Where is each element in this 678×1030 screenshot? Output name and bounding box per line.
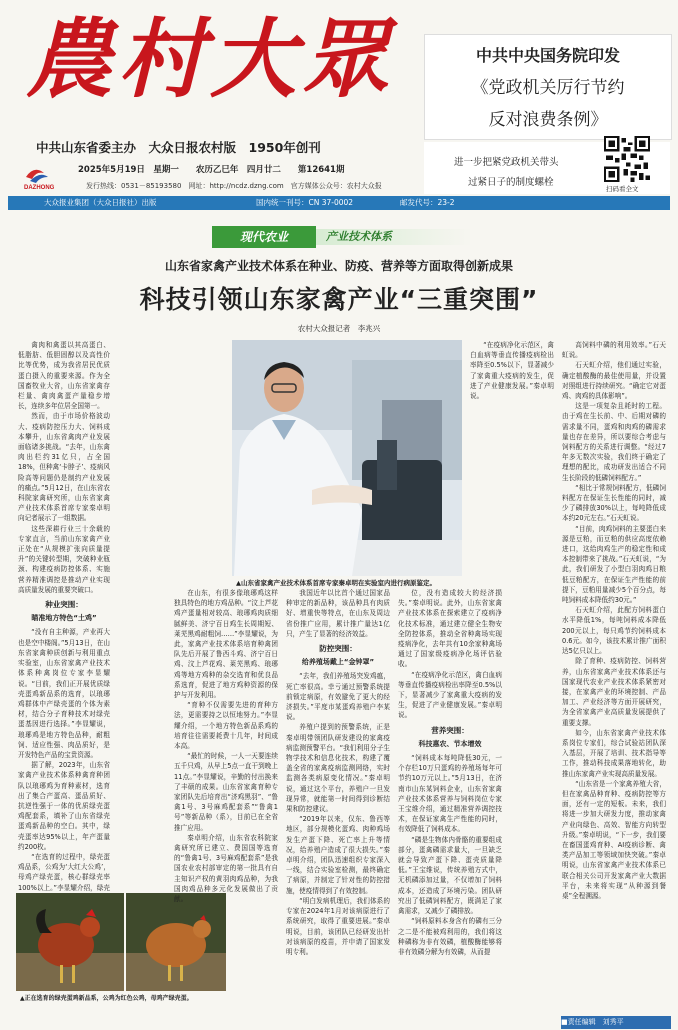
- paragraph: 秦卓明介绍，山东省农科院家禽研究所已建立、费国国等选育的“鲁禽1号、3号麻鸡配套系”是我国农业农村部审定的第一批具有自主知识产权的黄羽肉鸡品种，为我国肉鸡品种多元化发展做出了贡献。: [174, 833, 278, 904]
- paragraph: “明白发病机理后，我们体系的专家在2024年1月对该病原进行了系统研究，取得了重要进展。”秦卓明说，目前，该团队已经研发出针对该病原的疫苗，并申请了国家发明专利。: [286, 896, 390, 956]
- article-column-4: [398, 588, 502, 1012]
- top-story-box[interactable]: [424, 34, 672, 140]
- section-subheading-prevention: 给养殖场戴上“金钟罩”: [301, 658, 375, 667]
- publisher-bar: [8, 196, 670, 210]
- article-column-3: [286, 588, 390, 988]
- paragraph: 位，没有造成较大的经济损失。”秦卓明说。此外，山东省家禽产业技术体系在探索建立了疫病净化技术标准，通过建立健全生物安全防控体系，推动全省种禽场实现疫病净化，去年共有10余家种禽场通过了国家级疫病净化场评估验收。: [398, 589, 502, 669]
- paragraph: “饲料成本每吨降低30元，一个存栏10万只蛋鸡的养殖场每年可节约10万元以上。”5月13日，在济南市山东某饲料企业，山东省家禽产业技术体系营养与饲料岗位专家王宝维介绍，通过精准营养调控技术，在保证家禽生产性能的同时，有效降低了饲料成本。: [398, 754, 502, 834]
- section-subheading-seed: 瞄准地方特色“土鸡”: [31, 614, 97, 623]
- paragraph: 养殖户提到的预警系统，正是秦卓明带领团队研发建设的家禽疫病监测预警平台。“我们利用分子生物学技术和信息化技术，构建了覆盖全省的家禽疫病监测网络，实时监测各类病原变化情况。”秦卓明说，通过这个平台，养殖户一旦发现异常，就能第一时间得到诊断结果和防控建议。: [286, 723, 390, 814]
- sponsor-line: 中共山东省委主办 大众日报农村版 1950年创刊: [36, 140, 321, 155]
- paragraph: “在选育的过程中，绿壳蛋鸡品系，公鸡为‘大红大公鸡’，母鸡产绿壳蛋，核心群绿壳率100%以上。”李显耀介绍，绿壳: [18, 852, 110, 892]
- dazhong-logo: [20, 163, 76, 191]
- article-column-2: [174, 588, 278, 988]
- article-byline: 农村大众报记者 李兆兴: [297, 324, 381, 333]
- article-column-4-top: [470, 340, 554, 576]
- article-column-1: [18, 340, 110, 892]
- paragraph: “去年，我们养殖场突发鸡瘟，死亡率很高。幸亏通过预警系统提前锁定病原，有效避免了更大的经济损失。”平度市某蛋鸡养殖户李某说。: [286, 672, 390, 722]
- cn-number: 国内统一刊号：CN 37-0002: [256, 198, 354, 207]
- newspaper-title: 農村大眾: [26, 9, 394, 110]
- paragraph: “最忙的时候，一人一天要连续五千只鸡，从早上5点一直干到晚上11点。”李显耀说，辛勤的付出换来了丰硕的成果。山东省家禽育种专家团队先后培育出“济鸡黑羽”、“鲁禽1号、3号麻鸡配套系”“鲁禽1号”等新品种（系），目前已在全省推广应用。: [174, 752, 278, 832]
- top-story-line3: 反对浪费条例》: [488, 110, 608, 130]
- promo-line2: 过紧日子的制度螺栓: [468, 177, 554, 188]
- paragraph: 在山东，有很多像琅琊鸡这样独具特色的地方鸡品种。“汶上芦花鸡产蛋量相对较高、琅琊鸡肉质细腻鲜美、济宁百日鸡生长周期短、莱芜黑鸡耐粗饲……”李显耀说，为此，家禽产业技术体系培育种禽团队先后开展了鲁西斗鸡、济宁百日鸡、汶上芦花鸡、莱芜黑鸡、琅琊鸡等地方鸡种的杂交选育和优良品系选育，促进了地方鸡种资源的保护与开发利用。: [174, 589, 278, 700]
- promo-line1: 进一步把紧党政机关带头: [454, 157, 559, 168]
- contact-line: 发行热线：0531－85193580 网址：http://ncdz.dzng.com 官方媒体公众号：农村大众报: [86, 182, 382, 190]
- paragraph: 据了解，2023年，山东省家禽产业技术体系种禽育种团队以琅琊鸡为育种素材，选育出了集合产蛋高、蛋品质好、抗逆性强于一体的优质绿壳蛋鸡配套系，填补了山东省绿壳蛋鸡新品种的空白。其中，绿壳蛋率达95%以上，年产蛋量约200枚。: [18, 761, 110, 851]
- logo-text: DAZHONG: [24, 185, 55, 191]
- paragraph: 我国近年以比首个通过国家品种审定的新品种，该品种具有肉质好、增重快等特点，在山东及周边省份推广应用，累计推广量达1亿只，产生了显著的经济效益。: [286, 589, 390, 638]
- top-story-line2: 《党政机关厉行节约: [471, 78, 625, 98]
- article-subhead: 山东省家禽产业技术体系在种业、防疫、营养等方面取得创新成果: [164, 259, 513, 273]
- section-banner: [212, 226, 462, 248]
- paragraph: “育种不仅需要先进的育种方法，更需要持之以恒地努力。”李显耀介绍，一个地方特色新品系鸡的培育往往需要耗费十几年，时间成本高。: [174, 701, 278, 751]
- section-subheading-nutrition: 科技惠农、节本增效: [418, 739, 482, 748]
- paragraph: 这是一项复杂且耗时的工程。由于鸡在生长前、中、后期对磷的需求量不同，蛋鸡和肉鸡的磷需求量也存在差异，所以要综合考虑与饲料配方的关系进行调整。“经过7年多无数次实验，我们终于确定了理想的配比，成功研发出适合不同生长阶段的低磷饲料配方。”: [562, 402, 666, 482]
- paragraph: “饲料原料本身含有的磷有三分之二是不能被鸡利用的，我们将这种磷称为非有效磷，植酸酶能够将非有效磷分解为有效磷，从而提: [398, 917, 502, 956]
- paragraph: “在疫病净化示范区，禽白血病等垂直传播疫病检出率降至0.5%以下，显著减少了家禽重大疫病的发生，促进了产业健康发展。”秦卓明说。: [470, 341, 554, 401]
- paragraph: 石天虹介绍，此配方饲料蛋白水平降低1%，每吨饲料成本降低200元以上，每只鸡节约饲料成本0.6元。如今，该技术累计推广面积达5亿只以上。: [562, 606, 666, 656]
- paragraph: 石天虹介绍，他们通过实验，确定植酸酶的最佳使用量，并设置对照组进行持续研究。“确定它对蛋鸡、肉鸡的具体影响”。: [562, 361, 666, 401]
- paragraph: 除了育种、疫病防控、饲料营养，山东省家禽产业技术体系还与国家现代农业产业技术体系紧密对接，在家禽产业的环境控制、产品加工、产业经济等方面开展研究，为全省家禽产业高质量发展提供了重要支撑。: [562, 657, 666, 727]
- section-heading-nutrition: 营养突围：: [431, 725, 469, 735]
- section-banner-right: 产业技术体系: [316, 229, 472, 245]
- publisher-label: 大众报业集团（大众日报社）出版: [44, 198, 157, 207]
- section-heading-seed: 种业突围：: [45, 600, 83, 610]
- chicken-photo-caption: ▲正在选育的绿壳蛋鸡新品系，公鸡为红色公鸡，母鸡产绿壳蛋。: [20, 995, 193, 1002]
- article-column-5: [562, 340, 666, 1012]
- paragraph: “山东省是一个家禽养殖大省，但在家禽品种育种、疫病防控等方面，还有一定的短板。未来，我们将进一步加大研发力度，推动家禽产业向绿色、高效、智能方向转型升级。”秦卓明说，“下一步，我们要在畜国蛋鸡育种、AI疫病诊断、禽类产品加工等领域加快突破。”秦卓明说，山东省家禽产业技术体系已联合相关公司开发家禽产业大数据平台，未来将实现“从种源到餐桌”全程溯源。: [562, 779, 666, 900]
- paragraph: “磷是生物体内骨骼的重要组成部分，蛋禽磷需求量大，一旦缺乏就会导致产蛋下降、蛋壳质量降低。”王宝维说，传统养殖方式中，无机磷添加过量，不仅增加了饲料成本，还造成了环境污染。团队研究出了低磷饲料配方，既满足了家禽需求，又减少了磷排放。: [398, 835, 502, 916]
- scientist-photo: [232, 340, 462, 576]
- top-story-line1: 中共中央国务院印发: [475, 46, 620, 65]
- paragraph: 高饲料中磷的利用效率。”石天虹说。: [562, 341, 666, 360]
- section-heading-prevention: 防控突围：: [319, 644, 357, 654]
- qr-caption: 扫码看全文: [606, 185, 639, 193]
- paragraph: 禽肉和禽蛋以其高蛋白、低脂肪、低胆固醇以及高性价比等优势，成为我省居民优质蛋白摄入的重要来源。作为全国畜牧业大省，山东省家禽存栏量、禽肉禽蛋产量稳步增长，连续多年位居全国第一。: [18, 341, 110, 411]
- qr-code[interactable]: [604, 136, 650, 182]
- section-banner-left: 现代农业: [212, 226, 316, 248]
- paragraph: “2019年以来，仅东、鲁西等地区，部分规模化蛋鸡、肉种鸡场发生产蛋下降、死亡率上升等情况，给养殖户造成了很大损失。”秦卓明介绍，团队迅速组织专家深入一线，结合实验室检测，最终确定了病原，并制定了针对性的防控措施，使疫情得到了有效控制。: [286, 815, 390, 895]
- editor-credit: ■责任编辑 刘秀平: [561, 1016, 671, 1029]
- paragraph: 如今，山东省家禽产业技术体系岗位专家们，综合试验站团队深入基层，开展了培训、技术指导等工作，推动科技成果落地转化，助推山东家禽产业实现高质量发展。: [562, 728, 666, 778]
- article-headline[interactable]: 科技引领山东家禽产业“三重突围”: [139, 285, 539, 314]
- paragraph: “没有自主种源，产业再大也是空中楼阁。”5月13日，在山东省家禽种质创新与利用重点实验室，山东省家禽产业技术体系种禽岗位专家李显耀说。“目前，我们正开展优质绿壳蛋鸡新品系的选育，以琅琊鸡群体中产绿壳蛋的个体为素材，结合分子育种技术对绿壳蛋基因进行选择。”李显耀说，琅琊鸡是地方特色品种，耐粗饲、适应性强、肉品质好，是开发特色产品的宝贵资源。: [18, 628, 110, 759]
- paragraph: 这些深耕行业三十余载的专家直言，当前山东家禽产业正处在“从规模扩张向质量提升”的关键转型期，突破种业瓶颈、构建疫病防控体系、实施营养精准调控是推动产业实现高质量发展的重要突破口。: [18, 524, 110, 594]
- postal-code: 邮发代号：23-2: [400, 198, 455, 207]
- photo-caption: ▲山东省家禽产业技术体系首席专家秦卓明在实验室内进行病原鉴定。: [236, 579, 436, 587]
- paragraph: “目前，肉鸡饲料的主要蛋白来源是豆粕，而豆粕的供应高度依赖进口，这给肉鸡生产的稳定性和成本控制带来了挑战。”石天虹说，“为此，我们研发了小型白羽肉鸡日粮低豆粕配方，在保证生产性能的前提下，豆粕用量减少5个百分点，每吨饲料成本降低约30元。”: [562, 524, 666, 605]
- paragraph: 然而，由于市场价格波动大、疫病防控压力大、饲料成本攀升，山东省禽肉产业发展面临诸多挑战。“去年，山东禽肉出栏约31亿只，占全国18%，但种禽‘卡脖子’、疫病风险高等问题仍是制约产业发展的痛点。”5月12日，在山东省农科院家禽研究所，山东省家禽产业技术体系首席专家秦卓明向记者展示了一组数据。: [18, 412, 110, 523]
- paragraph: “相比于常规饲料配方，低磷饲料配方在保证生长性能的同时，减少了磷排放30%以上，每吨降低成本约20元左右。”石天虹说。: [562, 483, 666, 523]
- paragraph: “在疫病净化示范区，禽白血病等垂直传播疫病检出率降至0.5%以下，显著减少了家禽重大疫病的发生，促进了产业健康发展。”秦卓明说。: [398, 670, 502, 720]
- dateline: 2025年5月19日 星期一 农历乙巳年 四月廿二 第12641期: [78, 165, 345, 175]
